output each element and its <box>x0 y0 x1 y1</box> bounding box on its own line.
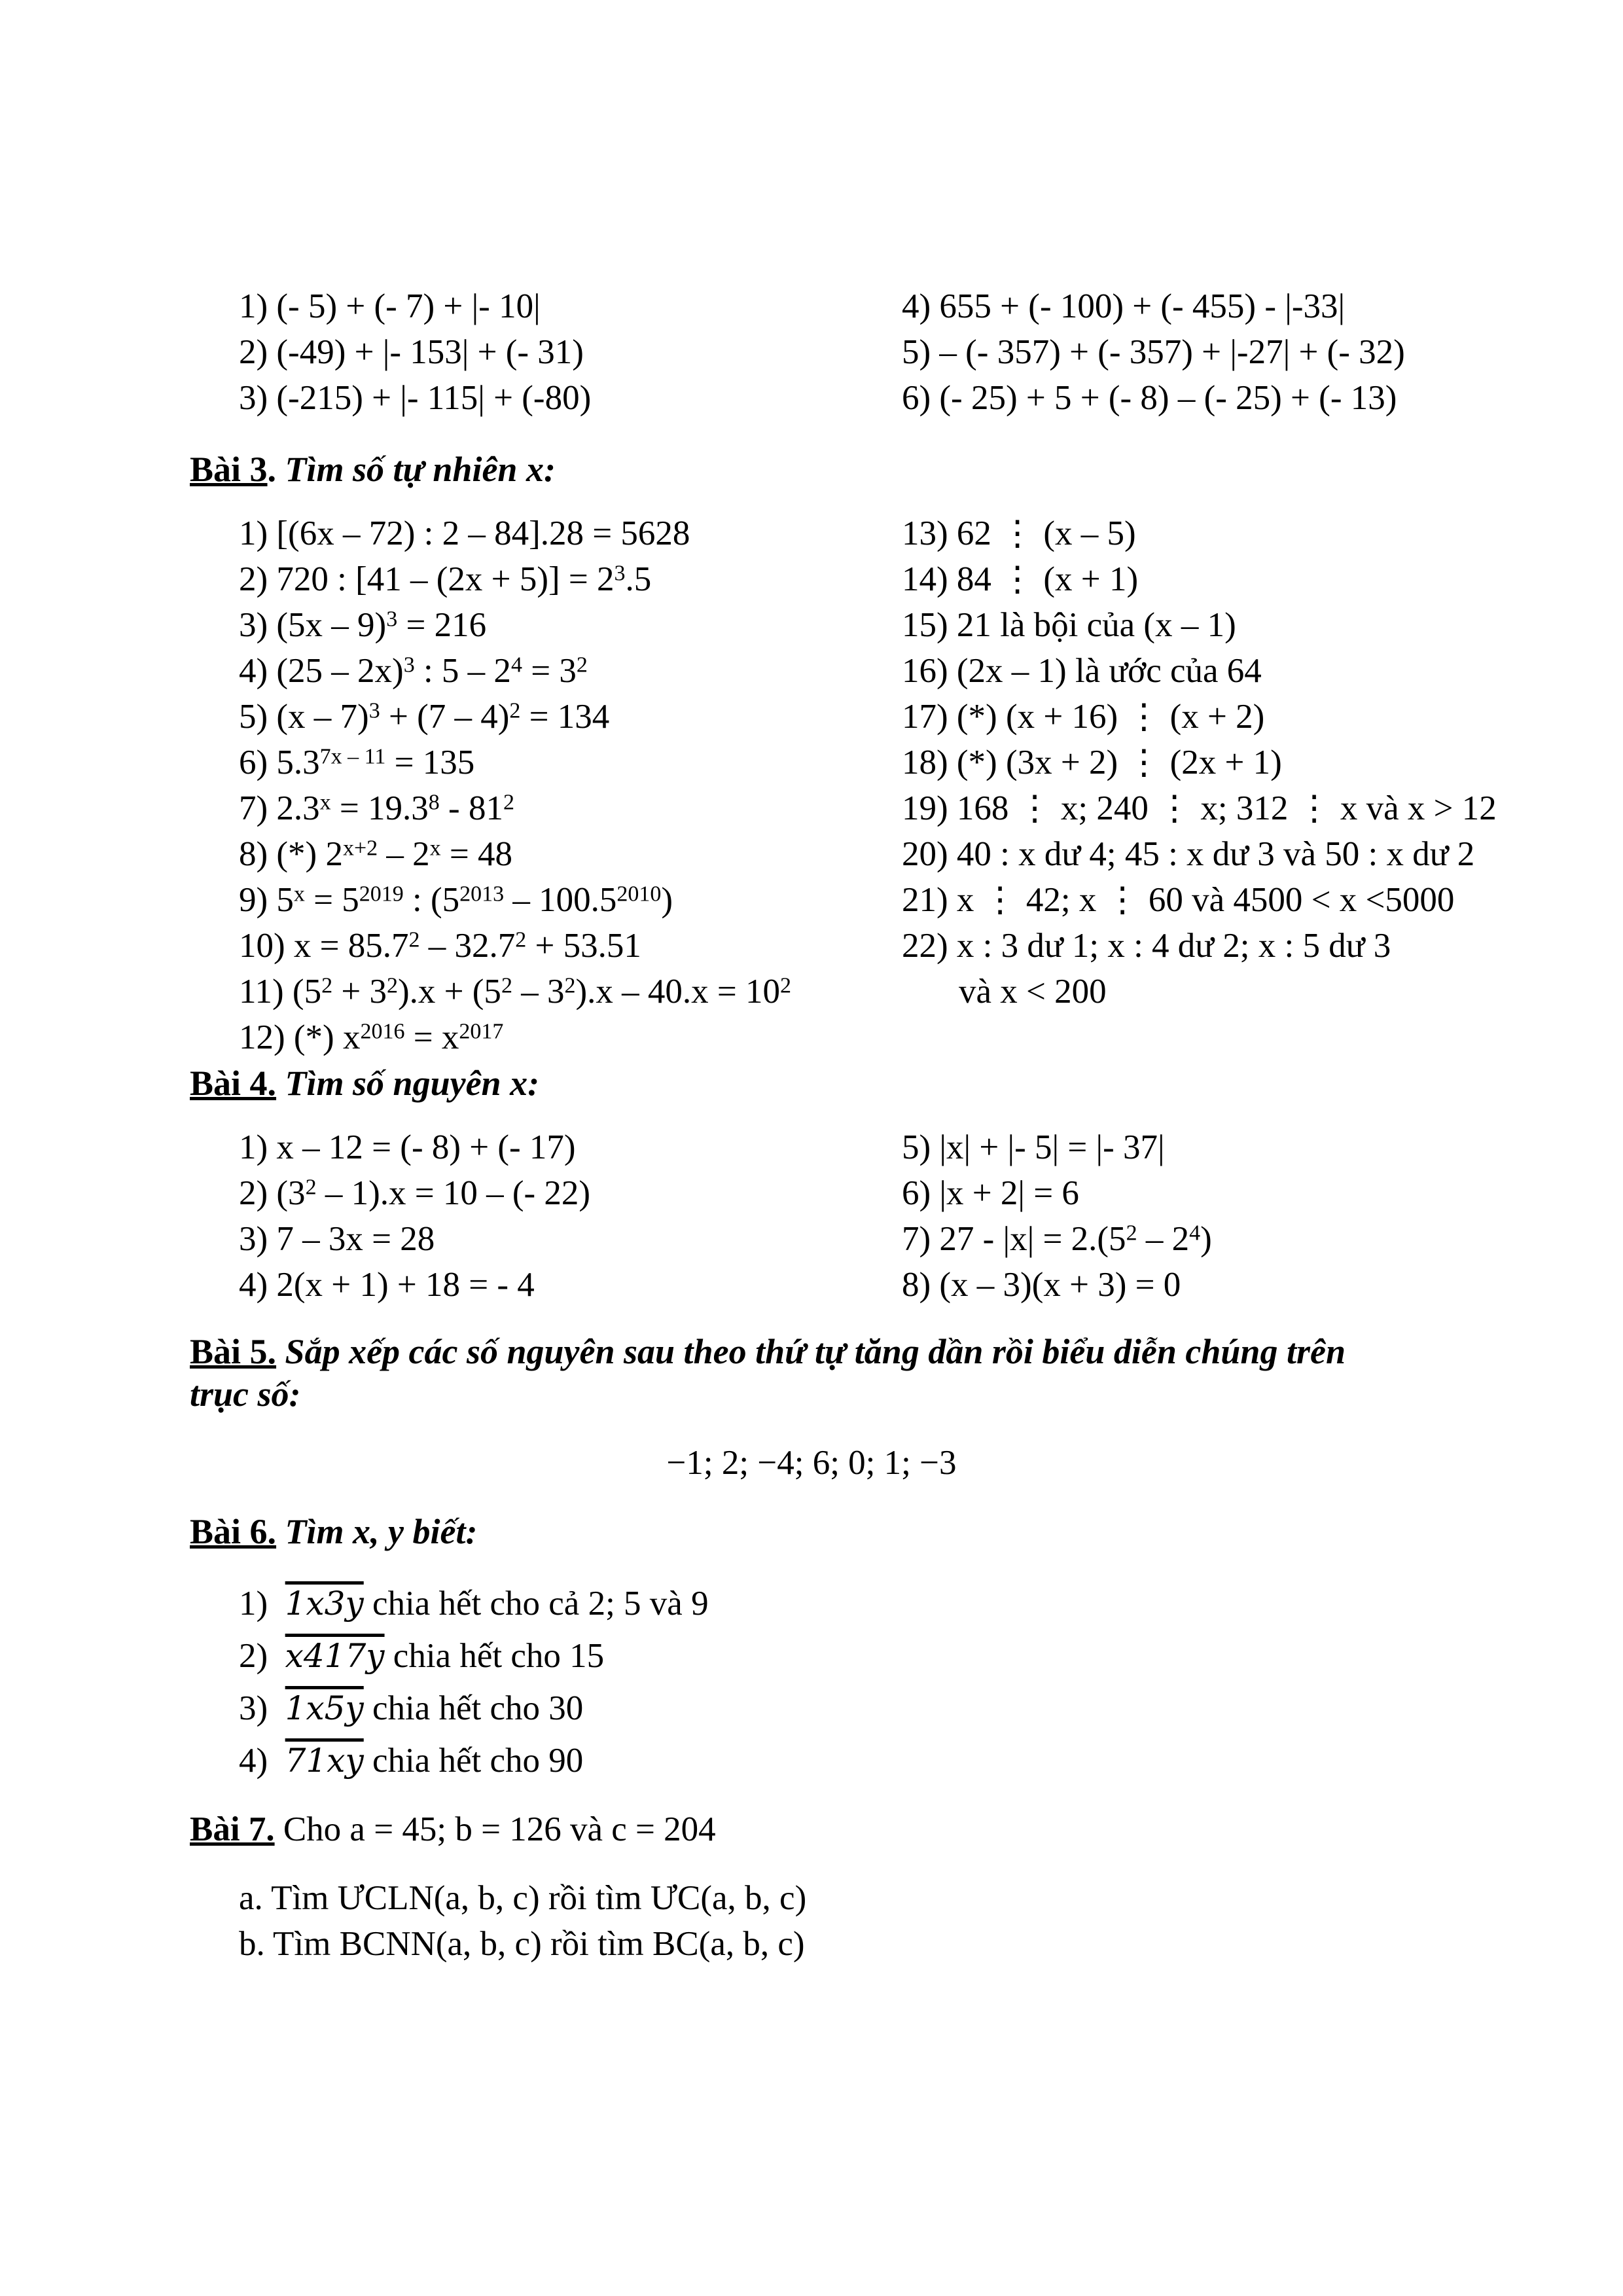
exercise-item: 2) 720 : $[41 - (2x + 5)] = 2^3.5$ <box>239 560 652 598</box>
exercise-item: a. Tìm ƯCLN(a, b, c) rồi tìm ƯC(a, b, c) <box>239 1879 807 1917</box>
section-heading-bai-5-cont: trục số: <box>190 1374 301 1414</box>
exercise-item: 15) 21 là bội của (x – 1) <box>902 606 1236 644</box>
section-heading-bai-3: Bài 3. Tìm số tự nhiên x: <box>190 450 556 489</box>
overlined-number: 1x5y <box>285 1689 364 1727</box>
exercise-item: 5) – (- 357) + (- 357) + |-27| + (- 32) <box>902 333 1405 371</box>
exercise-item: 1) 1x3y chia hết cho cả 2; 5 và 9 <box>239 1585 709 1623</box>
overlined-number: x417y <box>285 1637 385 1675</box>
exercise-item: 3) (5x – 9)$^3$ = 216 <box>239 606 487 644</box>
exercise-item: 7) $27 - |x| = 2.(5^2 - 2^4)$ <box>902 1220 1212 1258</box>
exercise-item: 3) (-215) + |- 115| + (-80) <box>239 379 592 417</box>
exercise-item: b. Tìm BCNN(a, b, c) rồi tìm BC(a, b, c) <box>239 1925 805 1963</box>
exercise-item: 4) (25 – 2x)$^3$ : $5 - 2^4 = 3^2$ <box>239 652 588 690</box>
section-heading-bai-7: Bài 7. Cho a = 45; b = 126 và c = 204 <box>190 1810 716 1848</box>
exercise-item: 21) x ⋮ 42; x ⋮ 60 và 4500 < x <5000 <box>902 881 1455 919</box>
section-heading-bai-4: Bài 4. Tìm số nguyên x: <box>190 1064 540 1103</box>
exercise-item: 8) (*) $2^{x+2} - 2^x = 48$ <box>239 835 513 873</box>
exercise-item: 10) $x = 85.7^2 - 32.7^2 + 53.51$ <box>239 927 641 965</box>
exercise-item: 8) (x – 3)(x + 3) = 0 <box>902 1266 1181 1304</box>
exercise-item: 9) $5^x = 5^{2019}$ : $(5^{2013} - 100.5^{2010})$ <box>239 881 673 919</box>
exercise-item: 5) |x| + |- 5| = |- 37| <box>902 1128 1165 1166</box>
exercise-item: 4) 655 + (- 100) + (- 455) - |-33| <box>902 287 1346 325</box>
exercise-item: 6) (- 25) + 5 + (- 8) – (- 25) + (- 13) <box>902 379 1397 417</box>
exercise-item: 7) $2.3^x = 19.3^8 - 81^2$ <box>239 789 514 827</box>
exercise-item: 18) (*) (3x + 2) ⋮ (2x + 1) <box>902 744 1282 781</box>
exercise-item: 4) 2(x + 1) + 18 = - 4 <box>239 1266 535 1304</box>
exercise-item: 5) (x – 7)$^3$ + (7 – 4)$^2$ = 134 <box>239 698 610 736</box>
exercise-item: 11) $(5^2 + 3^2).x + (5^2 - 3^2).x - 40.x = 10^2$ <box>239 973 791 1011</box>
exercise-item: 3) 7 – 3x = 28 <box>239 1220 435 1258</box>
exercise-item: 2) $(3^2 - 1).x = 10$ – (- 22) <box>239 1174 591 1212</box>
exercise-item: 6) |x + 2| = 6 <box>902 1174 1079 1212</box>
exercise-item: 16) (2x – 1) là ước của 64 <box>902 652 1262 690</box>
section-heading-bai-5: Bài 5. Sắp xếp các số nguyên sau theo thứ tự tăng dần rồi biểu diễn chúng trên <box>190 1332 1346 1371</box>
exercise-item: 2) x417y chia hết cho 15 <box>239 1637 605 1675</box>
exercise-item: 17) (*) (x + 16) ⋮ (x + 2) <box>902 698 1265 736</box>
exercise-item: 3) 1x5y chia hết cho 30 <box>239 1689 584 1727</box>
exercise-item: 1) [(6x – 72) : 2 – 84].28 = 5628 <box>239 514 690 552</box>
exercise-item: 4) 71xy chia hết cho 90 <box>239 1742 584 1780</box>
exercise-item: 1) (- 5) + (- 7) + |- 10| <box>239 287 541 325</box>
integer-list: −1; 2; −4; 6; 0; 1; −3 <box>666 1444 957 1482</box>
overlined-number: 1x3y <box>285 1585 364 1623</box>
exercise-item: 22) x : 3 dư 1; x : 4 dư 2; x : 5 dư 3 <box>902 927 1391 965</box>
exercise-item: 6) $5.3^{7x - 11} = 135$ <box>239 744 475 781</box>
overlined-number: 71xy <box>285 1742 364 1780</box>
exercise-item: 13) 62 ⋮ (x – 5) <box>902 514 1136 552</box>
exercise-item-continuation: và x < 200 <box>959 973 1107 1011</box>
exercise-item: 14) 84 ⋮ (x + 1) <box>902 560 1139 598</box>
section-heading-bai-6: Bài 6. Tìm x, y biết: <box>190 1512 478 1551</box>
exercise-item: 19) 168 ⋮ x; 240 ⋮ x; 312 ⋮ x và x > 12 <box>902 789 1497 827</box>
exercise-item: 12) (*) $x^{2016} = x^{2017}$ <box>239 1018 504 1056</box>
exercise-item: 2) (-49) + |- 153| + (- 31) <box>239 333 584 371</box>
exercise-item: 1) x – 12 = (- 8) + (- 17) <box>239 1128 576 1166</box>
exercise-item: 20) 40 : x dư 4; 45 : x dư 3 và 50 : x dư 2 <box>902 835 1475 873</box>
